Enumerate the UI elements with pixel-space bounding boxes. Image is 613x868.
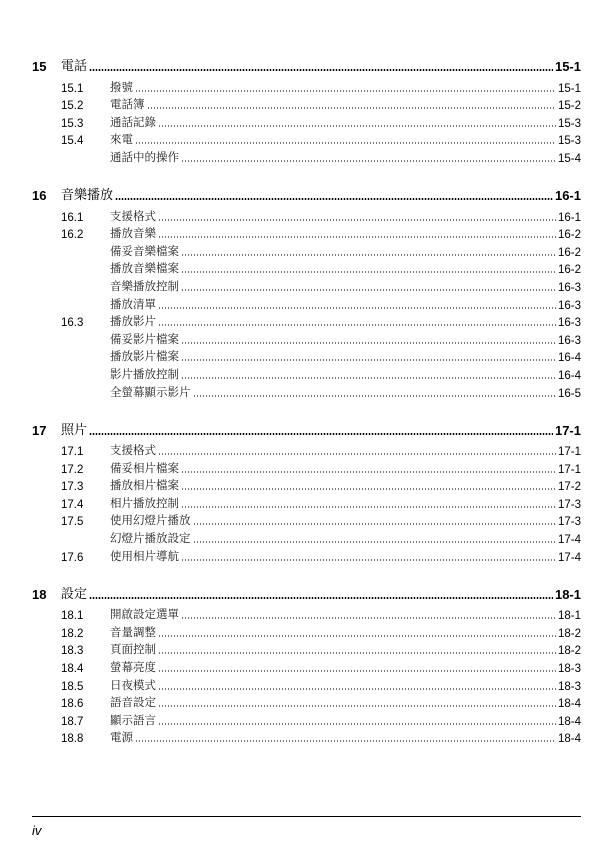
toc-entry[interactable] <box>32 130 581 148</box>
toc-entry[interactable] <box>32 476 581 494</box>
subsection-page: 16-2 <box>557 264 581 277</box>
section-page: 17-2 <box>557 481 581 494</box>
toc-subentry[interactable] <box>32 364 581 382</box>
toc-entry[interactable] <box>32 728 581 746</box>
toc-entry[interactable] <box>32 605 581 623</box>
dot-leader <box>135 90 556 92</box>
section-number: 18.1 <box>61 610 84 623</box>
section-page: 15-2 <box>557 100 581 113</box>
subsection-title: 備妥影片檔案 <box>110 331 179 346</box>
subsection-title: 通話中的操作 <box>110 149 179 164</box>
table-of-contents <box>32 54 581 763</box>
subsection-page: 16-3 <box>557 299 581 312</box>
section-title: 支援格式 <box>110 443 156 458</box>
dot-leader <box>181 506 556 508</box>
subsection-page: 16-3 <box>557 334 581 347</box>
section-title: 播放相片檔案 <box>110 478 179 493</box>
toc-chapter-entry[interactable] <box>32 54 581 74</box>
section-page: 18-2 <box>557 645 581 658</box>
section-title: 支援格式 <box>110 208 156 223</box>
toc-entry[interactable] <box>32 546 581 564</box>
dot-leader <box>181 289 556 291</box>
section-page: 18-3 <box>557 680 581 693</box>
dot-leader <box>193 395 556 397</box>
dot-leader <box>158 125 556 127</box>
section-page: 16-3 <box>557 317 581 330</box>
toc-entry[interactable] <box>32 206 581 224</box>
toc-chapter <box>32 582 581 746</box>
chapter-title: 設定 <box>61 586 88 602</box>
section-page: 17-4 <box>557 551 581 564</box>
section-page: 15-3 <box>557 135 581 148</box>
dot-leader <box>181 271 556 273</box>
dot-leader <box>158 307 556 309</box>
section-number: 18.5 <box>61 680 84 693</box>
toc-entry[interactable] <box>32 693 581 711</box>
section-number: 17.4 <box>61 498 84 511</box>
section-page: 15-3 <box>557 117 581 130</box>
section-number: 15.1 <box>61 82 84 95</box>
toc-entry[interactable] <box>32 458 581 476</box>
section-number: 18.4 <box>61 663 84 676</box>
dot-leader <box>181 559 556 561</box>
dot-leader <box>158 705 556 707</box>
toc-entry[interactable] <box>32 312 581 330</box>
section-page: 18-4 <box>557 715 581 728</box>
toc-entry[interactable] <box>32 710 581 728</box>
chapter-number: 15 <box>32 59 47 74</box>
dot-leader <box>158 723 556 725</box>
dot-leader <box>193 541 556 543</box>
toc-entry[interactable] <box>32 441 581 459</box>
dot-leader <box>115 198 553 200</box>
footer-page-number: iv <box>32 823 42 838</box>
section-title: 顯示語言 <box>110 712 156 727</box>
toc-entry[interactable] <box>32 224 581 242</box>
dot-leader <box>158 635 556 637</box>
section-page: 16-2 <box>557 229 581 242</box>
dot-leader <box>181 254 556 256</box>
section-number: 17.5 <box>61 516 84 529</box>
chapter-page: 16-1 <box>554 187 581 203</box>
section-page: 17-1 <box>557 446 581 459</box>
section-page: 18-1 <box>557 610 581 623</box>
chapter-page: 18-1 <box>554 586 581 602</box>
section-number: 17.3 <box>61 481 84 494</box>
dot-leader <box>158 219 556 221</box>
section-number: 18.8 <box>61 733 84 746</box>
dot-leader <box>181 342 556 344</box>
section-page: 17-1 <box>557 463 581 476</box>
section-number: 17.1 <box>61 446 84 459</box>
toc-entry[interactable] <box>32 675 581 693</box>
dot-leader <box>181 160 556 162</box>
section-title: 日夜模式 <box>110 677 156 692</box>
toc-chapter-entry[interactable] <box>32 582 581 602</box>
subsection-title: 備妥音樂檔案 <box>110 243 179 258</box>
section-number: 18.3 <box>61 645 84 658</box>
dot-leader <box>158 453 556 455</box>
toc-entry[interactable] <box>32 640 581 658</box>
chapter-number: 16 <box>32 187 47 203</box>
toc-subentry[interactable] <box>32 294 581 312</box>
chapter-title: 音樂播放 <box>61 187 114 203</box>
subsection-title: 全螢幕顯示影片 <box>110 384 191 399</box>
dot-leader <box>89 69 553 71</box>
section-number: 15.2 <box>61 100 84 113</box>
section-number: 16.1 <box>61 211 84 224</box>
dot-leader <box>181 488 556 490</box>
section-number: 15.3 <box>61 117 84 130</box>
chapter-page: 15-1 <box>554 59 581 74</box>
section-number: 18.7 <box>61 715 84 728</box>
section-title: 使用幻燈片播放 <box>110 513 191 528</box>
subsection-title: 影片播放控制 <box>110 366 179 381</box>
chapter-number: 17 <box>32 422 47 438</box>
dot-leader <box>158 236 556 238</box>
chapter-title: 照片 <box>61 422 88 438</box>
chapter-title: 電話 <box>61 59 88 74</box>
section-title: 開啟設定選單 <box>110 607 179 622</box>
section-title: 播放音樂 <box>110 226 156 241</box>
section-title: 備妥相片檔案 <box>110 460 179 475</box>
toc-subentry[interactable] <box>32 329 581 347</box>
footer-divider <box>32 816 581 817</box>
toc-subentry[interactable] <box>32 528 581 546</box>
section-page: 15-1 <box>557 82 581 95</box>
dot-leader <box>89 597 553 599</box>
section-title: 相片播放控制 <box>110 495 179 510</box>
dot-leader <box>158 652 556 654</box>
dot-leader <box>158 324 556 326</box>
subsection-page: 16-3 <box>557 281 581 294</box>
subsection-page: 16-4 <box>557 369 581 382</box>
toc-entry[interactable] <box>32 493 581 511</box>
section-title: 螢幕亮度 <box>110 660 156 675</box>
dot-leader <box>181 359 556 361</box>
toc-subentry[interactable] <box>32 382 581 400</box>
section-page: 18-2 <box>557 627 581 640</box>
dot-leader <box>135 740 556 742</box>
toc-subentry[interactable] <box>32 347 581 365</box>
subsection-page: 16-2 <box>557 246 581 259</box>
section-title: 播放影片 <box>110 314 156 329</box>
section-title: 語音設定 <box>110 695 156 710</box>
subsection-title: 音樂播放控制 <box>110 278 179 293</box>
toc-entry[interactable] <box>32 77 581 95</box>
toc-entry[interactable] <box>32 95 581 113</box>
section-title: 電話簿 <box>110 97 145 112</box>
toc-entry[interactable] <box>32 657 581 675</box>
subsection-title: 播放影片檔案 <box>110 349 179 364</box>
section-page: 16-1 <box>557 211 581 224</box>
section-number: 17.6 <box>61 551 84 564</box>
section-number: 15.4 <box>61 135 84 148</box>
dot-leader <box>135 142 556 144</box>
toc-entry[interactable] <box>32 112 581 130</box>
chapter-number: 18 <box>32 586 47 602</box>
toc-chapter <box>32 54 581 165</box>
section-title: 頁面控制 <box>110 642 156 657</box>
subsection-page: 16-5 <box>557 387 581 400</box>
section-number: 17.2 <box>61 463 84 476</box>
dot-leader <box>158 688 556 690</box>
dot-leader <box>147 107 556 109</box>
dot-leader <box>181 471 556 473</box>
section-page: 18-4 <box>557 733 581 746</box>
toc-subentry[interactable] <box>32 259 581 277</box>
toc-subentry[interactable] <box>32 147 581 165</box>
section-title: 音量調整 <box>110 624 156 639</box>
subsection-title: 播放清單 <box>110 296 156 311</box>
section-page: 17-3 <box>557 498 581 511</box>
toc-subentry[interactable] <box>32 241 581 259</box>
toc-chapter-entry[interactable] <box>32 183 581 203</box>
toc-entry[interactable] <box>32 622 581 640</box>
section-page: 18-3 <box>557 663 581 676</box>
toc-chapter <box>32 418 581 564</box>
toc-chapter <box>32 183 581 400</box>
chapter-page: 17-1 <box>554 422 581 438</box>
section-title: 撥號 <box>110 79 133 94</box>
subsection-page: 16-4 <box>557 352 581 365</box>
dot-leader <box>158 670 556 672</box>
dot-leader <box>181 617 556 619</box>
dot-leader <box>193 523 556 525</box>
subsection-page: 15-4 <box>557 152 581 165</box>
toc-chapter-entry[interactable] <box>32 418 581 438</box>
section-page: 18-4 <box>557 698 581 711</box>
section-number: 18.6 <box>61 698 84 711</box>
section-number: 18.2 <box>61 627 84 640</box>
dot-leader <box>89 433 553 435</box>
section-page: 17-3 <box>557 516 581 529</box>
toc-entry[interactable] <box>32 511 581 529</box>
dot-leader <box>181 377 556 379</box>
toc-subentry[interactable] <box>32 276 581 294</box>
section-number: 16.3 <box>61 317 84 330</box>
section-title: 使用相片導航 <box>110 548 179 563</box>
section-number: 16.2 <box>61 229 84 242</box>
section-title: 來電 <box>110 132 133 147</box>
subsection-title: 播放音樂檔案 <box>110 261 179 276</box>
subsection-title: 幻燈片播放設定 <box>110 531 191 546</box>
section-title: 電源 <box>110 730 133 745</box>
subsection-page: 17-4 <box>557 534 581 547</box>
section-title: 通話記錄 <box>110 114 156 129</box>
